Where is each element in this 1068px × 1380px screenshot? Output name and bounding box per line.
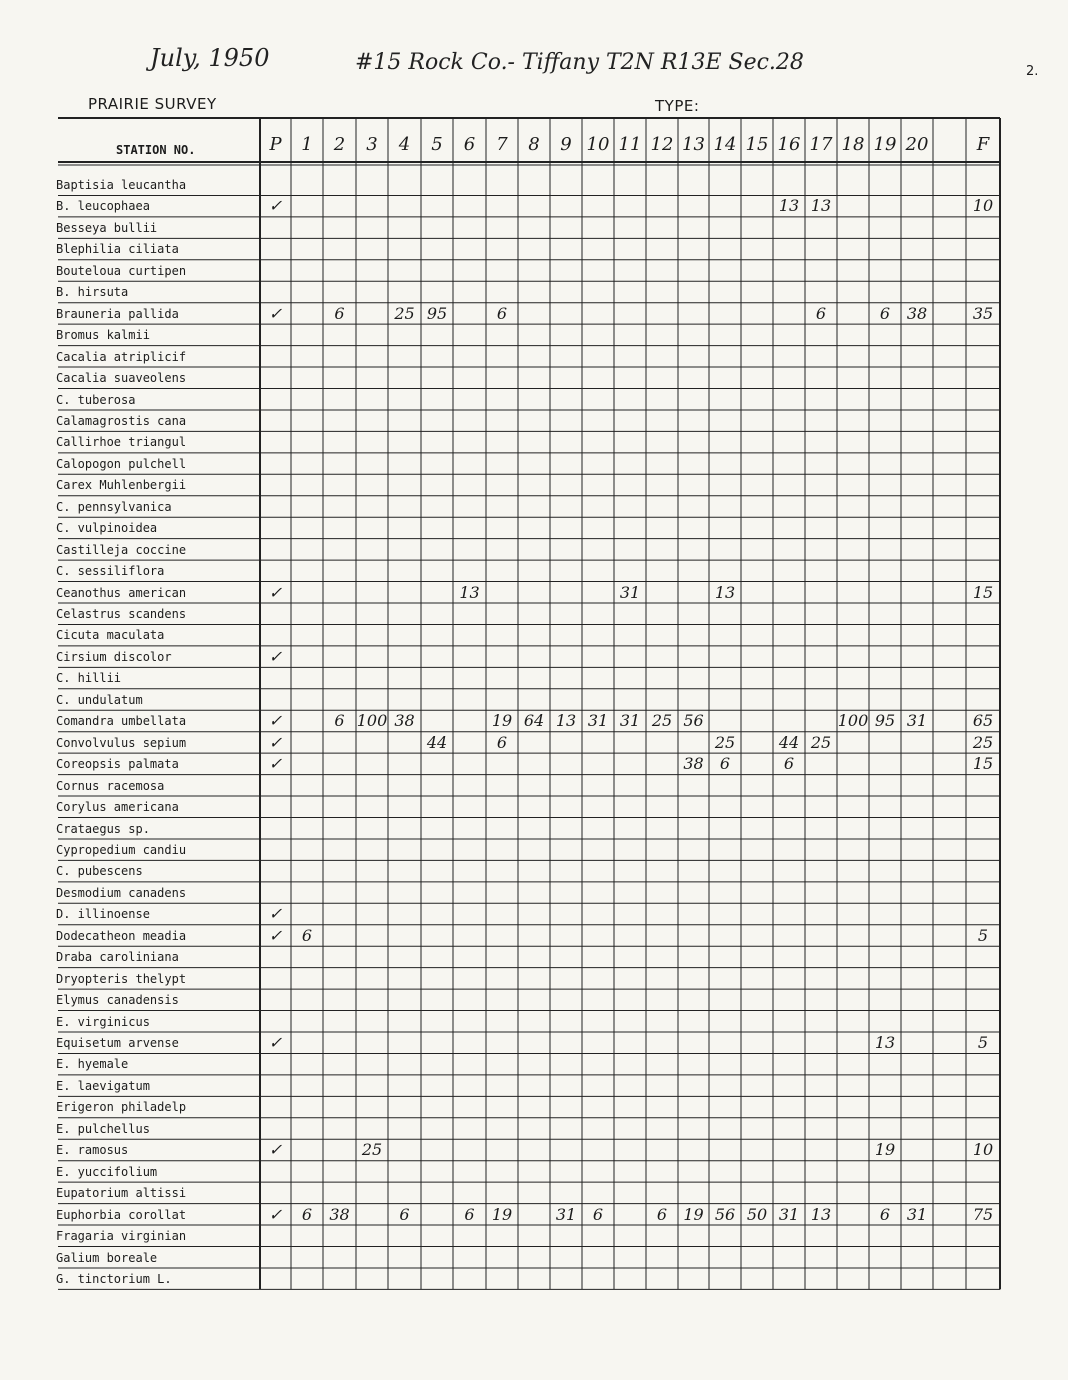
column-header: 19 — [873, 134, 897, 155]
station-value: 50 — [746, 1204, 768, 1224]
column-header: 20 — [905, 134, 929, 155]
species-name: Convolvulus sepium — [56, 735, 187, 750]
species-name: B. hirsuta — [56, 285, 129, 300]
station-value: 95 — [426, 303, 448, 323]
station-value: 6 — [301, 925, 313, 945]
species-name: Calopogon pulchell — [56, 456, 187, 471]
species-name: Comandra umbellata — [56, 714, 187, 729]
species-name: Coreopsis palmata — [56, 757, 179, 772]
species-name: E. hyemale — [56, 1057, 129, 1072]
species-name: Elymus canadensis — [56, 993, 179, 1008]
frequency-value: 75 — [972, 1204, 994, 1224]
species-name: Cicuta maculata — [56, 628, 165, 643]
species-name: D. illinoense — [56, 907, 150, 922]
station-value: 44 — [778, 732, 800, 752]
survey-location: #15 Rock Co.- Tiffany T2N R13E Sec.28 — [355, 50, 804, 75]
species-name: E. pulchellus — [56, 1121, 150, 1136]
column-header: 9 — [560, 134, 572, 155]
station-value: 64 — [523, 711, 545, 731]
column-header — [933, 131, 966, 159]
station-value: 6 — [592, 1204, 604, 1224]
species-name: Baptisia leucantha — [56, 178, 187, 192]
species-name: Equisetum arvense — [56, 1036, 179, 1050]
station-value: 44 — [426, 732, 448, 752]
species-name: Celastrus scandens — [56, 607, 187, 621]
column-header: 1 — [301, 134, 313, 155]
species-name: Cacalia suaveolens — [56, 371, 187, 386]
column-header: 13 — [682, 134, 705, 155]
station-value: 6 — [334, 711, 345, 731]
species-name: Draba caroliniana — [56, 950, 179, 965]
type-label: TYPE: — [655, 97, 700, 115]
presence-check: ✓ — [268, 711, 283, 731]
presence-check: ✓ — [268, 732, 283, 752]
presence-check: ✓ — [268, 925, 283, 945]
station-value: 31 — [619, 711, 641, 731]
station-value: 31 — [619, 582, 641, 602]
station-value: 38 — [394, 711, 415, 731]
station-value: 13 — [810, 196, 832, 216]
station-value: 25 — [714, 732, 736, 752]
species-name: Bouteloua curtipen — [56, 263, 187, 278]
column-header: P — [269, 134, 282, 155]
species-name: Callirhoe triangul — [56, 435, 187, 450]
species-name: Eupatorium altissi — [56, 1186, 187, 1201]
page-number: 2. — [1026, 64, 1039, 79]
species-name: Crataegus sp. — [56, 821, 150, 836]
station-value: 6 — [496, 732, 508, 752]
species-name: C. tuberosa — [56, 392, 136, 407]
station-value: 6 — [464, 1204, 475, 1224]
column-header: 17 — [809, 134, 833, 155]
column-header: 15 — [745, 134, 769, 155]
presence-check: ✓ — [268, 1140, 283, 1160]
station-value: 6 — [334, 303, 345, 323]
species-name: C. sessiliflora — [56, 564, 165, 579]
species-name: E. yuccifolium — [56, 1164, 158, 1179]
station-value: 13 — [714, 582, 736, 602]
species-name: Erigeron philadelp — [56, 1100, 187, 1115]
column-header: 12 — [650, 134, 674, 155]
station-value: 25 — [810, 732, 832, 752]
frequency-value: 25 — [972, 732, 994, 752]
station-value: 31 — [778, 1204, 800, 1224]
station-value: 25 — [651, 711, 673, 731]
species-name: Blephilia ciliata — [56, 242, 179, 257]
presence-check: ✓ — [268, 646, 283, 666]
frequency-value: 15 — [972, 754, 994, 774]
species-name: Besseya bullii — [56, 220, 158, 235]
column-header: F — [976, 134, 990, 155]
species-name: Cornus racemosa — [56, 778, 165, 793]
station-value: 31 — [555, 1204, 577, 1224]
presence-check: ✓ — [268, 1033, 283, 1052]
station-value: 25 — [361, 1140, 383, 1160]
species-name: C. vulpinoidea — [56, 521, 158, 536]
station-value: 25 — [394, 303, 415, 323]
species-name: C. undulatum — [56, 692, 143, 707]
station-value: 13 — [555, 711, 577, 731]
station-value: 13 — [459, 582, 480, 602]
frequency-value: 35 — [972, 303, 994, 323]
survey-title: PRAIRIE SURVEY — [88, 95, 217, 113]
presence-check: ✓ — [268, 303, 283, 323]
species-name: G. tinctorium L. — [56, 1271, 172, 1286]
column-header: 6 — [463, 134, 476, 155]
presence-check: ✓ — [268, 904, 283, 924]
column-header: 10 — [586, 134, 610, 155]
species-name: Brauneria pallida — [56, 306, 179, 321]
species-name: E. laevigatum — [56, 1078, 150, 1093]
station-value: 100 — [837, 711, 869, 731]
station-value: 6 — [301, 1204, 313, 1224]
station-value: 19 — [683, 1204, 704, 1224]
station-value: 31 — [906, 1204, 928, 1224]
presence-check: ✓ — [268, 754, 283, 774]
survey-date: July, 1950 — [150, 44, 270, 72]
column-header: 3 — [366, 134, 378, 155]
column-header: 5 — [431, 134, 443, 155]
species-name: Carex Muhlenbergii — [56, 478, 187, 493]
station-value: 6 — [815, 303, 827, 323]
station-value: 6 — [879, 1204, 891, 1224]
presence-check: ✓ — [268, 1204, 283, 1224]
column-header: 2 — [333, 134, 346, 155]
frequency-value: 65 — [972, 711, 994, 731]
station-value: 19 — [491, 711, 513, 731]
frequency-value: 15 — [972, 582, 994, 602]
presence-check: ✓ — [268, 582, 283, 602]
station-value: 31 — [906, 711, 928, 731]
species-name: E. ramosus — [56, 1143, 129, 1158]
station-value: 19 — [874, 1140, 896, 1160]
species-name: B. leucophaea — [56, 199, 150, 214]
station-value: 6 — [399, 1204, 410, 1224]
column-header: 14 — [713, 134, 737, 155]
species-name: C. pennsylvanica — [56, 499, 172, 514]
species-name: Dryopteris thelypt — [56, 971, 187, 986]
presence-check: ✓ — [268, 196, 283, 216]
frequency-value: 5 — [977, 925, 989, 945]
species-name: Cypropedium candiu — [56, 842, 187, 857]
species-name: Bromus kalmii — [56, 328, 150, 343]
column-header: 4 — [398, 134, 411, 155]
species-name: Galium boreale — [56, 1250, 158, 1265]
station-value: 6 — [719, 754, 731, 774]
station-value: 6 — [783, 754, 795, 774]
frequency-value: 10 — [972, 196, 994, 216]
station-value: 6 — [879, 303, 891, 323]
species-name: Castilleja coccine — [56, 542, 187, 557]
column-header: 11 — [618, 134, 642, 155]
station-value: 31 — [587, 711, 609, 731]
species-name: Cacalia atriplicif — [56, 349, 187, 364]
station-value: 38 — [329, 1204, 350, 1224]
station-value: 95 — [874, 711, 896, 731]
station-value: 56 — [714, 1204, 736, 1224]
species-name: Corylus americana — [56, 800, 179, 815]
species-name: E. virginicus — [56, 1014, 150, 1029]
species-name: C. hillii — [56, 671, 122, 686]
species-name: C. pubescens — [56, 864, 143, 879]
station-value: 38 — [683, 754, 704, 774]
station-value: 6 — [496, 303, 508, 323]
species-name: Fragaria virginian — [56, 1229, 187, 1244]
station-number-label: STATION NO. — [116, 143, 196, 157]
station-value: 100 — [356, 711, 388, 731]
station-value: 13 — [810, 1204, 832, 1224]
frequency-value: 5 — [977, 1033, 989, 1052]
species-name: Cirsium discolor — [56, 649, 172, 664]
station-value: 38 — [906, 303, 928, 323]
station-value: 56 — [683, 711, 704, 731]
species-name: Dodecatheon meadia — [56, 928, 187, 943]
station-value: 6 — [656, 1204, 668, 1224]
frequency-value: 10 — [972, 1140, 994, 1160]
station-value: 13 — [778, 196, 800, 216]
species-name: Desmodium canadens — [56, 885, 187, 900]
column-header: 8 — [528, 134, 540, 155]
column-header: 16 — [777, 134, 801, 155]
station-value: 19 — [491, 1204, 513, 1224]
column-header: 7 — [496, 134, 508, 155]
species-name: Ceanothus american — [56, 585, 187, 600]
station-value: 13 — [874, 1033, 896, 1052]
species-name: Calamagrostis cana — [56, 413, 187, 428]
column-header: 18 — [841, 134, 865, 155]
species-name: Euphorbia corollat — [56, 1207, 187, 1222]
